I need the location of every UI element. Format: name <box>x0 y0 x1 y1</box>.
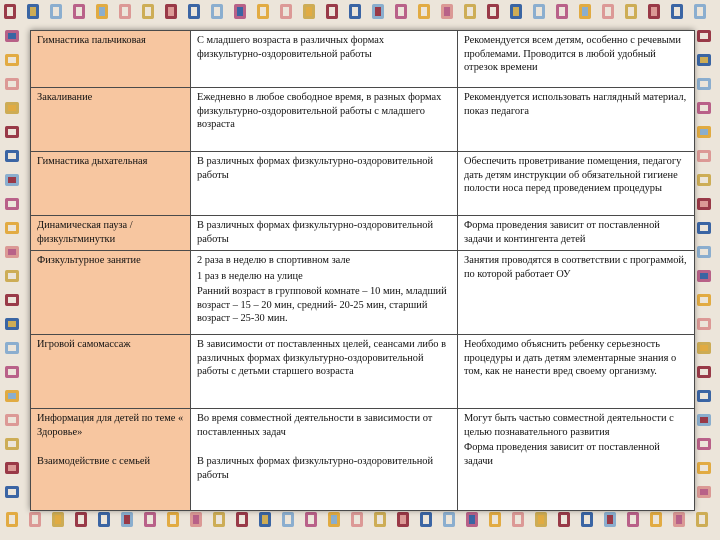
frame-square <box>697 30 711 42</box>
recommendation-cell <box>458 216 695 251</box>
frame-square <box>397 512 409 527</box>
cell-text: С младшего возраста в различных формах физкультурно-оздоровительной работы <box>197 35 385 60</box>
frame-square <box>5 390 19 402</box>
cell-text: Игровой самомассаж <box>37 339 131 351</box>
table-row <box>31 409 695 511</box>
frame-square <box>697 462 711 474</box>
table-row <box>31 88 695 152</box>
cell-text: Необходимо объяснить ребенку серьезность процедуры и дать детям элементарные знания о том, как не нанести вред своему организму. <box>464 339 677 378</box>
frame-square <box>697 342 711 354</box>
frame-square <box>558 512 570 527</box>
frame-square <box>190 512 202 527</box>
method-name-cell <box>31 335 191 409</box>
recommendation-cell <box>458 152 695 216</box>
frame-square <box>602 4 614 19</box>
cell-text: Форма проведения зависит от поставленной задачи <box>464 442 660 467</box>
frame-square <box>5 30 19 42</box>
frame-square <box>464 4 476 19</box>
frame-square <box>96 4 108 19</box>
frame-square <box>121 512 133 527</box>
frame-square <box>533 4 545 19</box>
frame-square <box>5 246 19 258</box>
cell-text: Форма проведения зависит от поставленной задачи и контингента детей <box>464 220 660 245</box>
cell-text: Гимнастика дыхательная <box>37 156 148 167</box>
frame-square <box>5 270 19 282</box>
usage-cell <box>191 251 458 335</box>
cell-text: Гимнастика пальчиковая <box>37 35 146 46</box>
method-name-cell <box>31 31 191 88</box>
frame-square <box>374 512 386 527</box>
usage-cell <box>191 152 458 216</box>
frame-square <box>418 4 430 19</box>
cell-text: Обеспечить проветривание помещения, педагогу дать детям инструкции об обязательной гигиене полости носа перед проведением процедуры <box>464 156 682 195</box>
frame-square <box>6 512 18 527</box>
frame-square <box>5 462 19 474</box>
frame-square <box>213 512 225 527</box>
method-name-cell <box>31 216 191 251</box>
frame-square <box>697 222 711 234</box>
frame-square <box>5 198 19 210</box>
frame-square <box>697 54 711 66</box>
frame-square <box>372 4 384 19</box>
frame-square <box>75 512 87 527</box>
frame-square <box>257 4 269 19</box>
recommendation-cell <box>458 251 695 335</box>
frame-square <box>697 318 711 330</box>
frame-square <box>50 4 62 19</box>
frame-square <box>259 512 271 527</box>
method-name-cell <box>31 88 191 152</box>
frame-square <box>556 4 568 19</box>
cell-text: Рекомендуется всем детям, особенно с речевыми проблемами. Проводится в любой удобный отрезок времени <box>464 35 681 74</box>
frame-square <box>5 294 19 306</box>
recommendation-cell <box>458 31 695 88</box>
frame-square <box>512 512 524 527</box>
frame-square <box>604 512 616 527</box>
frame-square <box>510 4 522 19</box>
usage-cell <box>191 335 458 409</box>
usage-cell <box>191 409 458 511</box>
usage-cell <box>191 31 458 88</box>
frame-square <box>697 414 711 426</box>
table-row <box>31 31 695 88</box>
table-row <box>31 251 695 335</box>
frame-square <box>694 4 706 19</box>
frame-square <box>167 512 179 527</box>
usage-cell <box>191 88 458 152</box>
cell-text: 1 раз в неделю на улице <box>197 270 303 282</box>
cell-text: В зависимости от поставленных целей, сеансами либо в различных формах физкультурно-оздоровительной работы с детьми старшего возраста <box>197 339 446 378</box>
frame-square <box>697 246 711 258</box>
frame-square <box>5 102 19 114</box>
frame-square <box>697 438 711 450</box>
cell-text: Занятия проводятся в соответствии с программой, по которой работает ОУ <box>464 255 687 280</box>
frame-square <box>487 4 499 19</box>
frame-square <box>98 512 110 527</box>
method-name-cell <box>31 152 191 216</box>
frame-square <box>697 102 711 114</box>
frame-square <box>395 4 407 19</box>
cell-text: В различных формах физкультурно-оздоровительной работы <box>197 456 434 481</box>
frame-square <box>697 174 711 186</box>
cell-text: Могут быть частью совместной деятельности с целью познавательного развития <box>464 413 674 438</box>
frame-square <box>328 512 340 527</box>
cell-text: Ранний возраст в групповой комнате – 10 мин, младший возраст – 15 – 20 мин, средний- 20-25 мин, старший возраст – 25-30 мин. <box>197 286 447 325</box>
cell-text: Во время совместной деятельности в зависимости от поставленных задач <box>197 413 433 438</box>
cell-text: Рекомендуется использовать наглядный материал, показ педагога <box>464 92 687 117</box>
frame-square <box>489 512 501 527</box>
frame-square <box>697 78 711 90</box>
table-row <box>31 152 695 216</box>
frame-square <box>5 150 19 162</box>
usage-cell <box>191 216 458 251</box>
health-methods-table <box>30 30 695 511</box>
frame-square <box>697 366 711 378</box>
frame-square <box>420 512 432 527</box>
cell-text: Ежедневно в любое свободное время, в разных формах физкультурно-оздоровительной работы с младшего возраста <box>197 92 442 131</box>
frame-square <box>142 4 154 19</box>
frame-square <box>627 512 639 527</box>
frame-square <box>697 390 711 402</box>
frame-square <box>5 342 19 354</box>
frame-square <box>5 438 19 450</box>
frame-square <box>697 198 711 210</box>
frame-square <box>581 512 593 527</box>
frame-square <box>280 4 292 19</box>
frame-square <box>52 512 64 527</box>
frame-square <box>697 294 711 306</box>
frame-square <box>29 512 41 527</box>
frame-square <box>27 4 39 19</box>
frame-square <box>236 512 248 527</box>
frame-square <box>4 4 16 19</box>
cell-text: 2 раза в неделю в спортивном зале <box>197 255 351 267</box>
frame-square <box>697 486 711 498</box>
frame-square <box>697 126 711 138</box>
frame-square <box>5 366 19 378</box>
recommendation-cell <box>458 88 695 152</box>
method-name-cell <box>31 409 191 511</box>
frame-square <box>188 4 200 19</box>
frame-square <box>696 512 708 527</box>
frame-square <box>697 150 711 162</box>
frame-square <box>697 270 711 282</box>
frame-square <box>443 512 455 527</box>
frame-square <box>625 4 637 19</box>
cell-text: Взаимодействие с семьей <box>37 456 151 468</box>
frame-square <box>211 4 223 19</box>
cell-text: Информация для детей по теме « Здоровье» <box>37 413 184 438</box>
frame-square <box>650 512 662 527</box>
frame-square <box>305 512 317 527</box>
frame-square <box>73 4 85 19</box>
frame-square <box>282 512 294 527</box>
frame-square <box>349 4 361 19</box>
frame-square <box>441 4 453 19</box>
frame-square <box>5 78 19 90</box>
cell-text: Закаливание <box>37 92 93 103</box>
method-name-cell <box>31 251 191 335</box>
frame-square <box>326 4 338 19</box>
table-row <box>31 216 695 251</box>
frame-square <box>5 174 19 186</box>
frame-square <box>535 512 547 527</box>
frame-square <box>673 512 685 527</box>
frame-square <box>648 4 660 19</box>
frame-square <box>351 512 363 527</box>
cell-text: Физкультурное занятие <box>37 255 141 267</box>
frame-square <box>119 4 131 19</box>
frame-square <box>579 4 591 19</box>
frame-square <box>5 486 19 498</box>
frame-square <box>5 222 19 234</box>
cell-text: Динамическая пауза /физкультминутки <box>37 220 133 245</box>
frame-square <box>671 4 683 19</box>
frame-square <box>5 126 19 138</box>
cell-text: В различных формах физкультурно-оздоровительной работы <box>197 156 434 181</box>
frame-square <box>234 4 246 19</box>
frame-square <box>5 414 19 426</box>
frame-square <box>466 512 478 527</box>
table-row <box>31 335 695 409</box>
recommendation-cell <box>458 335 695 409</box>
frame-square <box>165 4 177 19</box>
frame-square <box>5 318 19 330</box>
frame-square <box>303 4 315 19</box>
frame-square <box>5 54 19 66</box>
cell-text: В различных формах физкультурно-оздоровительной работы <box>197 220 434 245</box>
recommendation-cell <box>458 409 695 511</box>
frame-square <box>144 512 156 527</box>
